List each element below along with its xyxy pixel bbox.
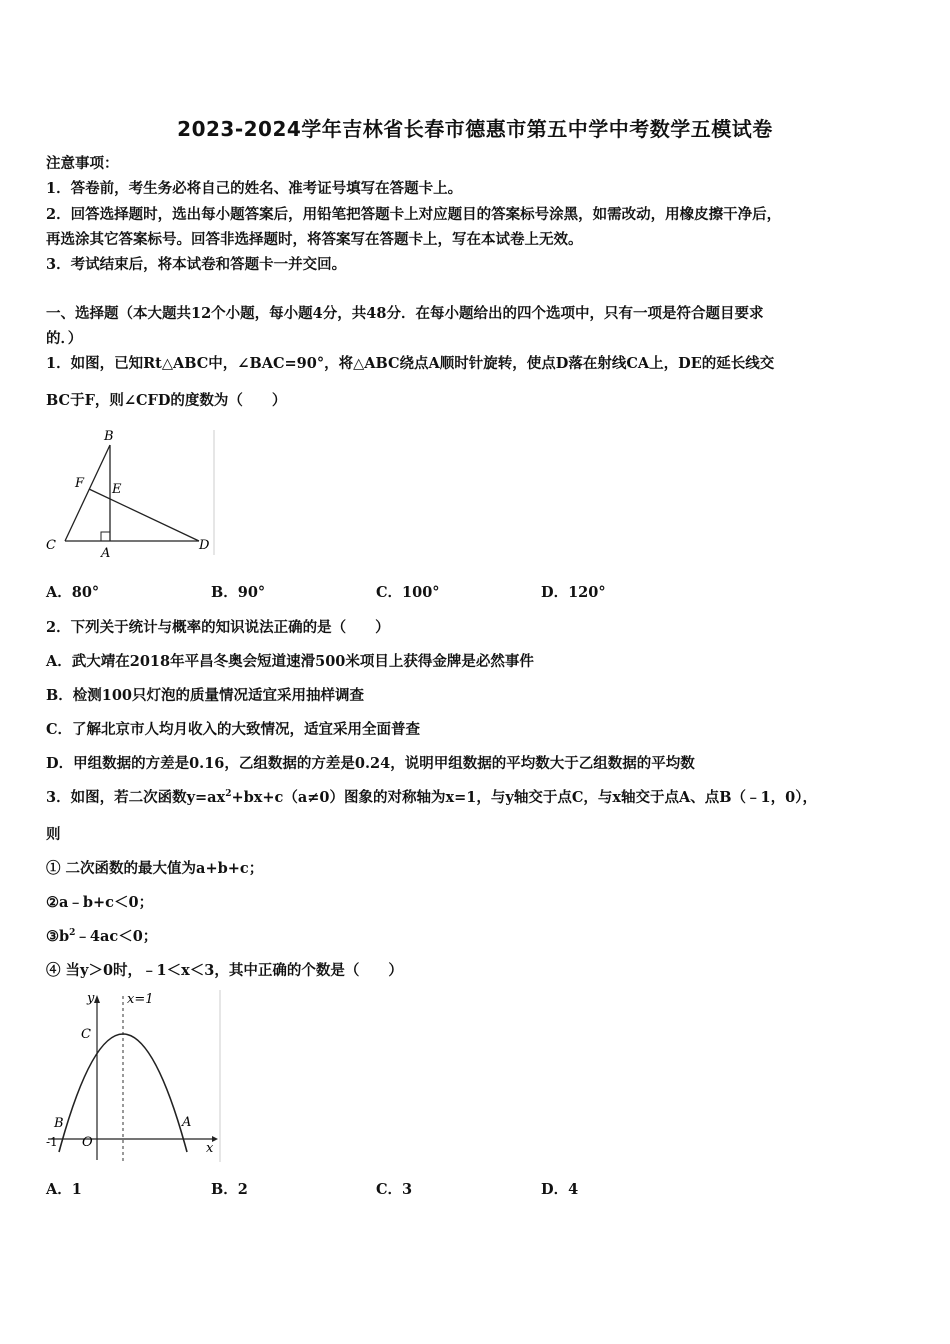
label-c: C [46,538,56,553]
q2-option-d: D．甲组数据的方差是0.16，乙组数据的方差是0.24，说明甲组数据的平均数大于乙组数据的平均数 [46,755,695,772]
q1-option-d: D．120° [541,584,606,601]
right-angle-mark [101,532,110,541]
q3-stem-sup: 2 [225,789,232,800]
segment-fd [89,489,199,541]
q2-option-c: C．了解北京市人均月收入的大致情况，适宜采用全面普查 [46,721,421,738]
q3-option-b: B．2 [211,1181,248,1198]
label-b: B [104,429,114,444]
q1-stem: 1．如图，已知Rt△ABC中，∠BAC=90°，将△ABC绕点A顺时针旋转，使点D落在射线CA上，DE的延长线交 [46,355,775,372]
label-d: D [199,538,210,553]
q1-stem-cont: BC于F，则∠CFD的度数为（ ） [46,392,287,409]
q3-stem-cont: 则 [46,826,61,843]
q3-statement-3 [46,925,157,946]
q3-s3-a: ③b [46,928,70,945]
label-a: A [101,546,111,561]
q3-stem-a: 3．如图，若二次函数y=ax [46,789,226,806]
label-b: B [54,1116,64,1131]
q2-stem: 2．下列关于统计与概率的知识说法正确的是（ ） [46,619,390,636]
label-e: E [112,482,122,497]
q3-statement-2: ②a﹣b+c＜0； [46,894,154,911]
label-f: F [75,476,85,491]
label-a: A [182,1115,192,1130]
label-c: C [81,1027,91,1042]
q1-option-b: B．90° [211,584,266,601]
q2-option-b: B．检测100只灯泡的质量情况适宜采用抽样调查 [46,687,365,704]
q3-statement-4: ④ 当y＞0时，﹣1＜x＜3，其中正确的个数是（ ） [46,962,403,979]
label-y: y [87,991,95,1006]
q2-option-a: A．武大靖在2018年平昌冬奥会短道速滑500米项目上获得金牌是必然事件 [46,653,534,670]
notice-item-2-cont: 再选涂其它答案标号。回答非选择题时，将答案写在答题卡上，写在本试卷上无效。 [46,231,583,248]
q1-triangle-figure [44,425,219,563]
q3-option-a: A．1 [46,1181,82,1198]
notice-heading: 注意事项： [46,155,119,172]
section-heading: 一、选择题（本大题共12个小题，每小题4分，共48分．在每小题给出的四个选项中，只有一项是符合题目要求 [46,305,764,322]
notice-item-2: 2．回答选择题时，选出每小题答案后，用铅笔把答题卡上对应题目的答案标号涂黑，如需改动，用橡皮擦干净后， [46,206,782,223]
q3-option-d: D．4 [541,1181,579,1198]
segment-cb [65,445,110,541]
label-x: x [206,1141,214,1156]
label-neg1: -1 [46,1135,58,1149]
page-title: 2023-2024学年吉林省长春市德惠市第五中学中考数学五模试卷 [177,117,773,141]
q1-option-c: C．100° [376,584,440,601]
notice-item-1: 1．答卷前，考生务必将自己的姓名、准考证号填写在答题卡上。 [46,180,463,197]
q3-s3-b: ﹣4ac＜0； [75,928,158,945]
q3-option-c: C．3 [376,1181,413,1198]
notice-item-3: 3．考试结束后，将本试卷和答题卡一并交回。 [46,256,347,273]
q1-option-a: A．80° [46,584,100,601]
label-axis-x-eq-1: x=1 [127,992,154,1007]
q3-stem [46,786,817,807]
q3-s3-sup: 2 [69,928,76,939]
q3-statement-1: ① 二次函数的最大值为a+b+c； [46,860,264,877]
label-o: O [82,1135,93,1150]
section-heading-cont: 的．） [46,330,83,347]
q3-stem-b: +bx+c（a≠0）图象的对称轴为x=1，与y轴交于点C，与x轴交于点A、点B（﹣1，0）， [231,789,817,806]
y-axis-arrow [94,995,100,1003]
q3-parabola-figure [40,986,225,1164]
